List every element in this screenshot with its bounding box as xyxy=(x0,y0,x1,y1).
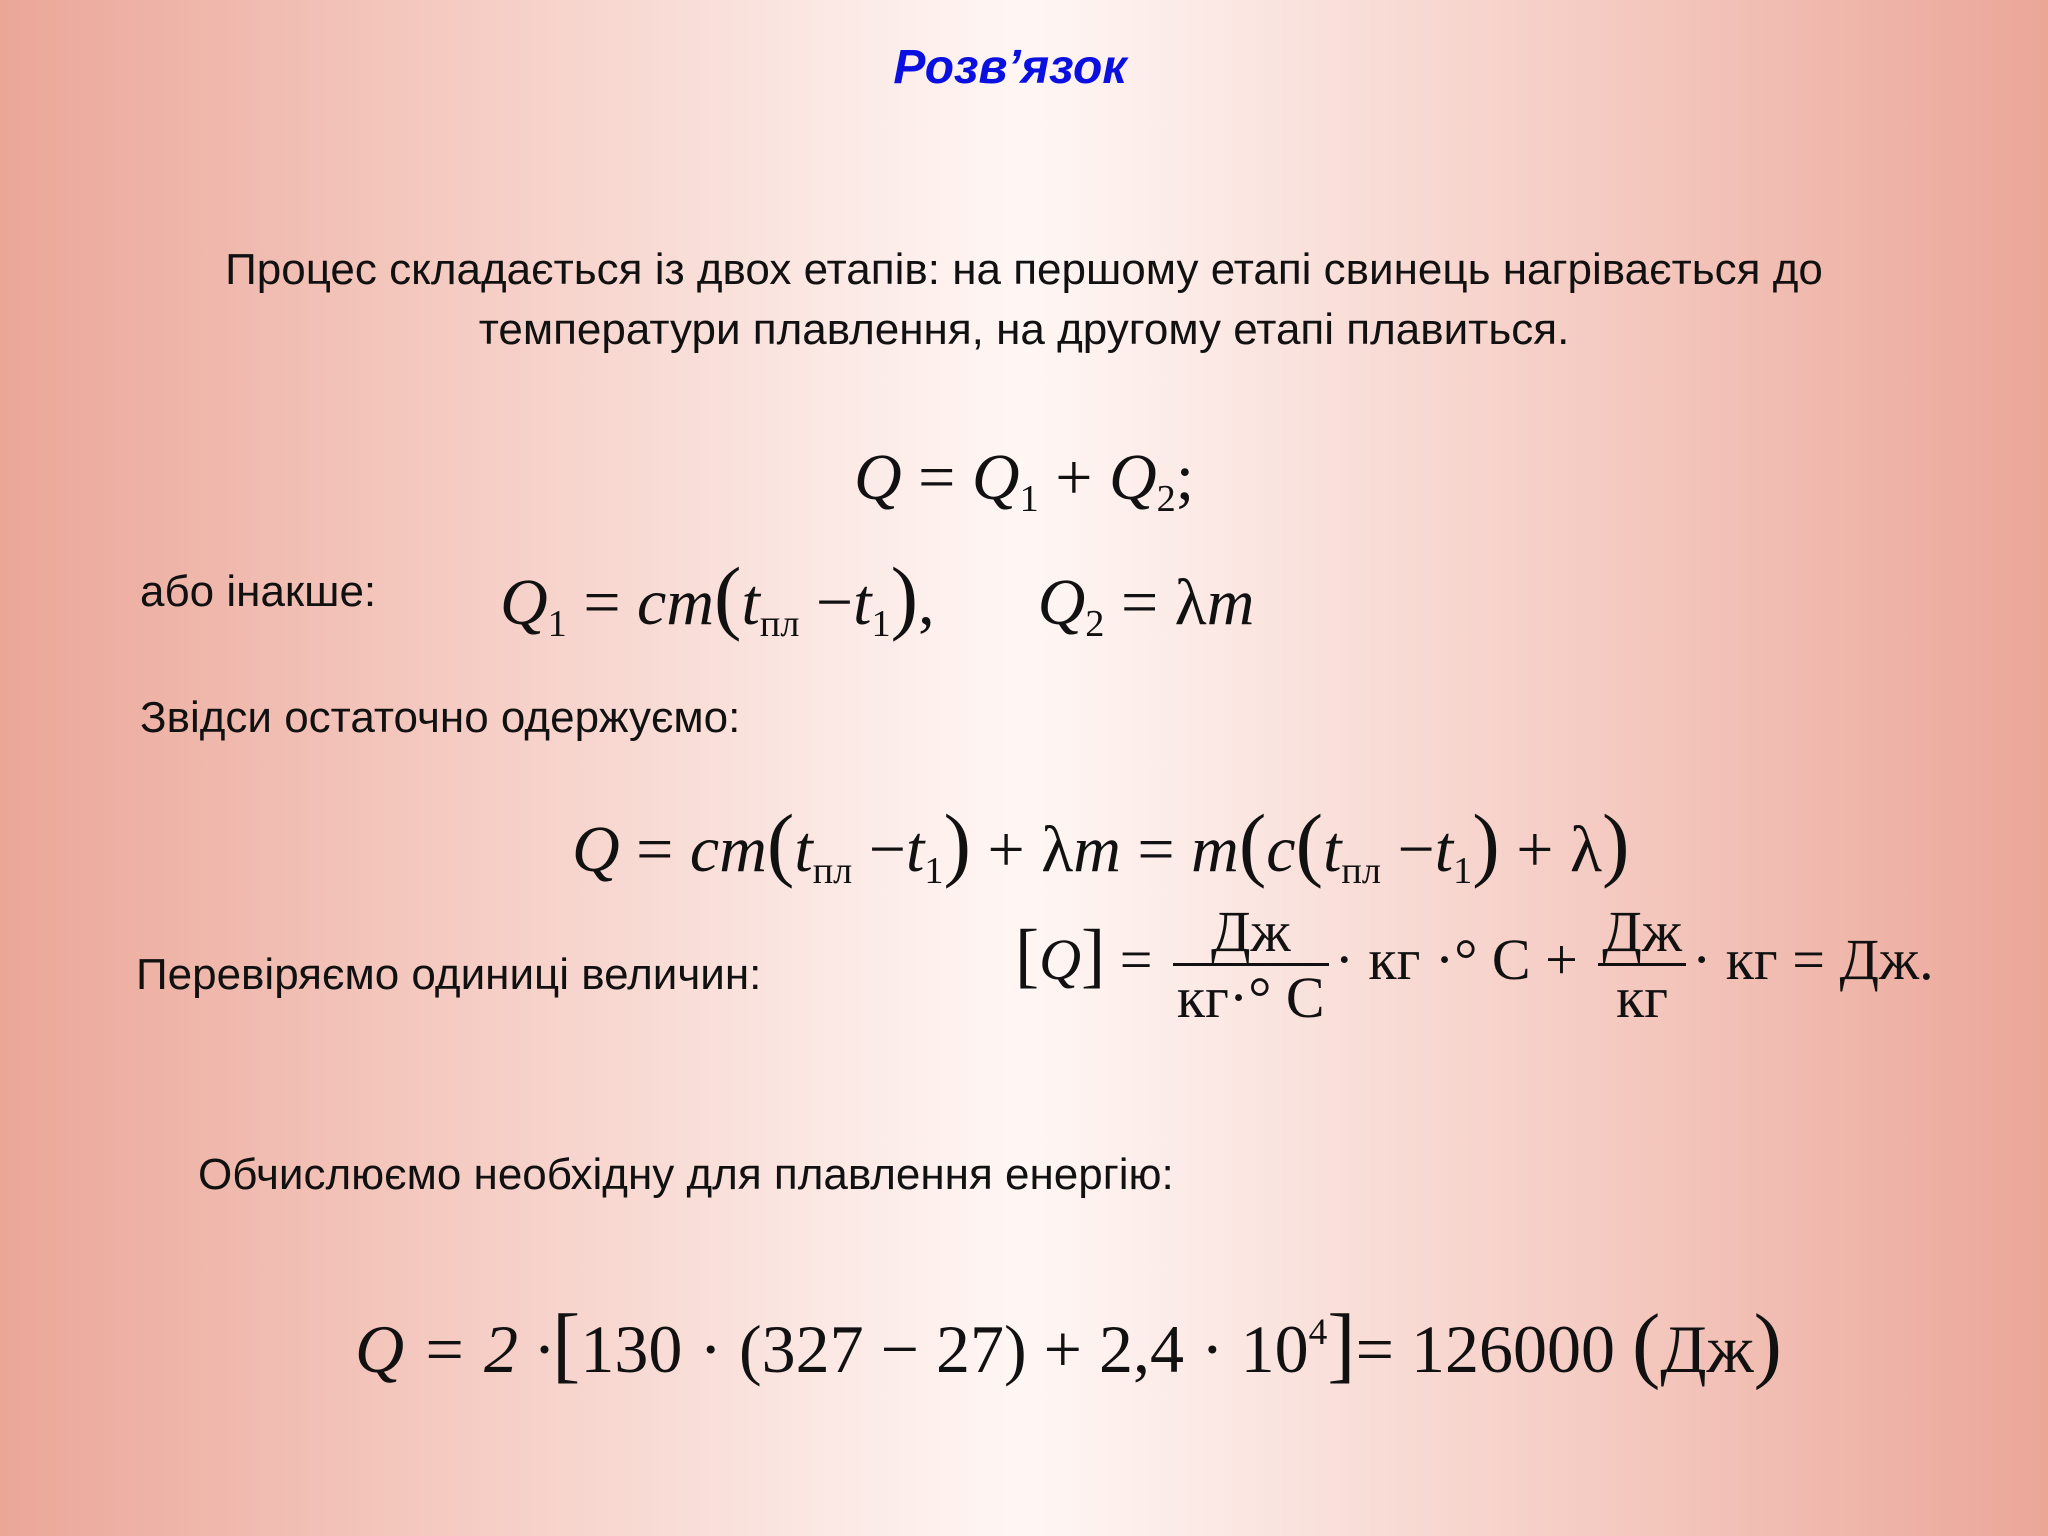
equals-sign: = xyxy=(1137,813,1175,886)
fraction-denominator: кг·° C xyxy=(1176,964,1325,1030)
t-symbol: t xyxy=(794,813,813,886)
fraction-dzh-per-kg xyxy=(1598,899,1686,1030)
unit-result: Дж. xyxy=(1839,927,1934,993)
q-symbol: Q xyxy=(854,441,902,514)
unit-kg: · кг xyxy=(1691,927,1778,993)
exponent: 4 xyxy=(1308,1311,1328,1353)
numeric-result: = 126000 xyxy=(1355,1311,1615,1387)
title-text: Розв’язок xyxy=(893,41,1127,94)
equals-sign: = xyxy=(1119,927,1153,993)
minus-sign: − xyxy=(815,566,854,639)
lambda-symbol: λ xyxy=(1041,813,1074,886)
subscript-pl: пл xyxy=(1341,850,1381,893)
units-label: Перевіряємо одиниці величин: xyxy=(136,950,762,999)
fraction-numerator: Дж xyxy=(1173,902,1329,966)
paren-open: ( xyxy=(1631,1297,1661,1391)
numeric-lhs: Q = 2 · xyxy=(355,1311,552,1387)
formula-stages xyxy=(500,548,1254,646)
q1-symbol: Q xyxy=(971,441,1020,514)
q-symbol: Q xyxy=(1039,927,1082,993)
numeric-inner: 130 · (327 − 27) + 2,4 · 10 xyxy=(580,1311,1309,1387)
plus-sign: + xyxy=(1055,441,1093,514)
subscript-2: 2 xyxy=(1156,478,1176,521)
formula-final xyxy=(572,795,1629,893)
intro-paragraph xyxy=(0,240,2048,360)
bracket-close: ] xyxy=(1081,914,1106,996)
formula-numeric xyxy=(355,1295,1782,1393)
bracket-open: [ xyxy=(552,1297,581,1391)
m-symbol: m xyxy=(1191,813,1239,886)
intro-line-2: температури плавлення, на другому етапі плавиться. xyxy=(478,305,1570,354)
paren-close: ) xyxy=(1753,1297,1782,1391)
q1-symbol: Q xyxy=(500,566,548,639)
bracket-open: [ xyxy=(1015,914,1040,996)
hence-label: Звідси остаточно одержуємо: xyxy=(140,693,741,742)
slide-title xyxy=(0,40,2020,95)
compute-label: Обчислюємо необхідну для плавлення енергію: xyxy=(198,1150,1174,1199)
paren-open: ( xyxy=(1238,797,1267,889)
minus-sign: − xyxy=(1397,813,1435,886)
subscript-1: 1 xyxy=(924,850,944,893)
equals-sign: = xyxy=(583,566,621,639)
semicolon: ; xyxy=(1175,441,1195,514)
subscript-pl: пл xyxy=(759,603,800,646)
t-symbol: t xyxy=(741,566,760,639)
plus-sign: + xyxy=(1516,813,1554,886)
c-symbol: c xyxy=(1266,813,1296,886)
fraction-denominator: кг xyxy=(1616,964,1669,1030)
unit-multiplier: · кг ·° C xyxy=(1334,927,1531,993)
t1-symbol: t xyxy=(1434,813,1454,886)
q2-symbol: Q xyxy=(1108,441,1157,514)
intro-line-1: Процес складається із двох етапів: на першому етапі свинець нагрівається до xyxy=(225,245,1823,294)
equals-sign: = xyxy=(918,441,956,514)
comma: , xyxy=(918,566,935,639)
cm-symbol: cm xyxy=(689,813,767,886)
lambda-symbol: λ xyxy=(1569,813,1602,886)
bracket-close: ] xyxy=(1327,1297,1356,1391)
fraction-dzh-per-kg-c xyxy=(1173,899,1329,1030)
q2-symbol: Q xyxy=(1037,566,1086,639)
paren-close: ) xyxy=(1601,797,1630,889)
formula-total-heat xyxy=(854,440,1194,521)
minus-sign: − xyxy=(868,813,907,886)
fraction-numerator: Дж xyxy=(1598,902,1686,966)
paren-open: ( xyxy=(766,797,795,889)
plus-sign: + xyxy=(1545,927,1578,993)
plus-sign: + xyxy=(987,813,1025,886)
subscript-1: 1 xyxy=(871,603,891,646)
t-symbol: t xyxy=(1323,813,1342,886)
q-symbol: Q xyxy=(572,813,620,886)
equals-sign: = xyxy=(1120,566,1159,639)
equals-sign: = xyxy=(636,813,674,886)
m-symbol: m xyxy=(1206,566,1255,639)
lambda-symbol: λ xyxy=(1174,566,1207,639)
m-symbol: m xyxy=(1073,813,1121,886)
subscript-1: 1 xyxy=(1453,850,1473,893)
paren-close: ) xyxy=(890,550,919,642)
equals-sign: = xyxy=(1792,927,1825,993)
subscript-2: 2 xyxy=(1085,603,1105,646)
paren-close: ) xyxy=(1472,797,1500,889)
cm-symbol: cm xyxy=(637,566,715,639)
paren-open: ( xyxy=(1295,797,1324,889)
otherwise-label: або інакше: xyxy=(140,567,377,616)
t1-symbol: t xyxy=(853,566,872,639)
subscript-pl: пл xyxy=(812,850,853,893)
formula-units xyxy=(1015,899,1934,1030)
t1-symbol: t xyxy=(906,813,925,886)
paren-open: ( xyxy=(714,550,742,642)
subscript-1: 1 xyxy=(547,603,567,646)
numeric-unit: Дж xyxy=(1660,1311,1754,1387)
paren-close: ) xyxy=(943,797,971,889)
subscript-1: 1 xyxy=(1019,478,1039,521)
